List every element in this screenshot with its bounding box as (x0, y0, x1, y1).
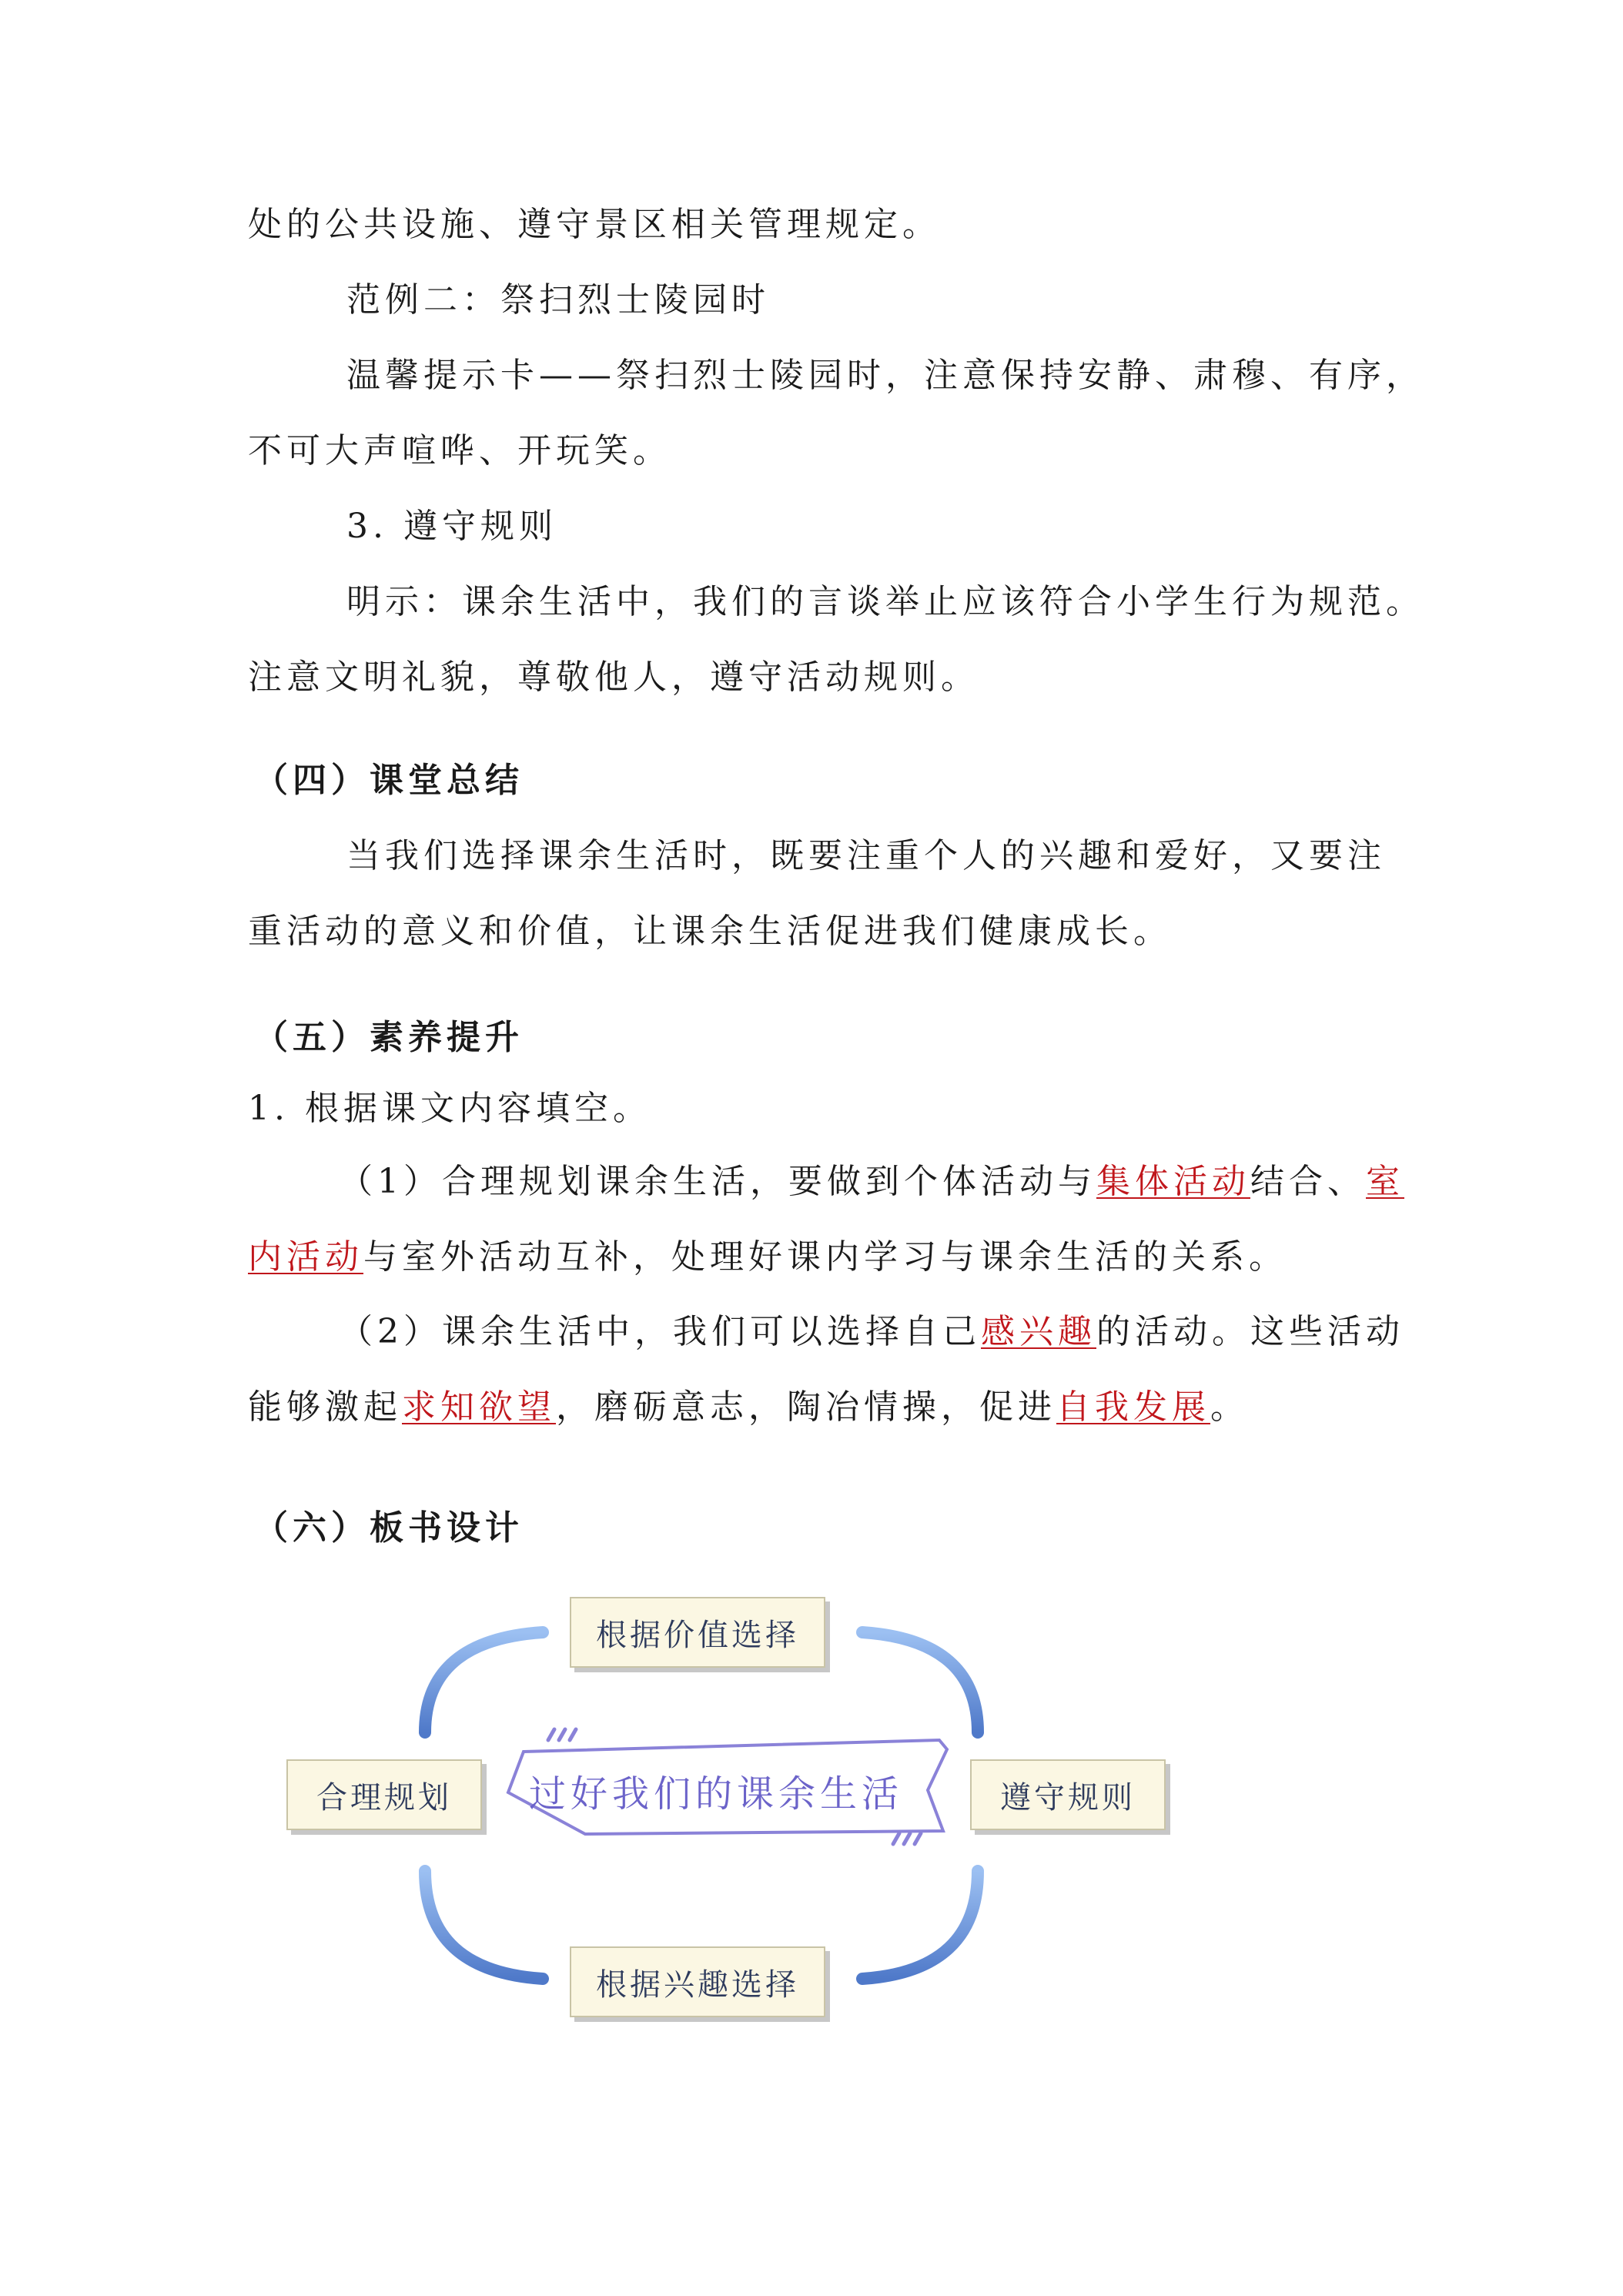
item-text: （1）合理规划课余生活，要做到个体活动与 (339, 1162, 1096, 1201)
answer-text: 求知欲望 (402, 1387, 556, 1427)
arc-bottom-left (425, 1871, 543, 1979)
item-text: 的活动。这些活动 (1096, 1312, 1404, 1351)
fill-blank-item (339, 1159, 1404, 1205)
arc-top-right (862, 1632, 978, 1732)
question-text: 1. 根据课文内容填空。 (248, 1089, 651, 1128)
paragraph-text: 温馨提示卡——祭扫烈士陵园时，注意保持安静、肃穆、有序， (346, 356, 1424, 395)
subsection-title: 3. 遵守规则 (346, 507, 557, 546)
example-title: 范例二：祭扫烈士陵园时 (346, 280, 770, 320)
paragraph-text: 重活动的意义和价值，让课余生活促进我们健康成长。 (248, 912, 1172, 951)
answer-text: 感兴趣 (981, 1312, 1096, 1351)
section-heading: （四）课堂总结 (254, 761, 524, 800)
paragraph-text: 注意文明礼貌，尊敬他人，遵守活动规则。 (248, 658, 979, 697)
item-text: ，磨砺意志，陶冶情操，促进 (556, 1387, 1056, 1427)
answer-text: 集体活动 (1096, 1162, 1250, 1201)
arc-top-left (425, 1632, 543, 1732)
answer-text: 室 (1366, 1162, 1404, 1201)
fill-blank-item (248, 1384, 1387, 1431)
paragraph-text: 当我们选择课余生活时，既要注重个人的兴趣和爱好，又要注 (346, 836, 1386, 875)
quote-marks-top (548, 1729, 576, 1740)
item-text: 结合、 (1250, 1162, 1366, 1201)
arc-bottom-right (862, 1871, 978, 1979)
node-left: 合理规划 (286, 1759, 482, 1830)
fill-blank-item (248, 1234, 1387, 1280)
blackboard-diagram (277, 1586, 1178, 2033)
item-text: （2）课余生活中，我们可以选择自己 (339, 1312, 981, 1351)
section-heading: （六）板书设计 (254, 1508, 524, 1548)
section-heading: （五）素养提升 (254, 1018, 524, 1057)
fill-blank-item (339, 1309, 1404, 1355)
node-right: 遵守规则 (970, 1759, 1166, 1830)
item-text: 能够激起 (248, 1387, 402, 1427)
paragraph-text: 不可大声喧哗、开玩笑。 (248, 431, 671, 470)
answer-text: 自我发展 (1056, 1387, 1210, 1427)
answer-text: 内活动 (248, 1237, 363, 1277)
node-top: 根据价值选择 (570, 1597, 825, 1668)
node-bottom: 根据兴趣选择 (570, 1946, 825, 2017)
node-center: 过好我们的课余生活 (528, 1772, 903, 1816)
item-text: 。 (1210, 1387, 1249, 1427)
paragraph-text: 处的公共设施、遵守景区相关管理规定。 (248, 205, 941, 244)
item-text: 与室外活动互补，处理好课内学习与课余生活的关系。 (363, 1237, 1287, 1277)
paragraph-text: 明示：课余生活中，我们的言谈举止应该符合小学生行为规范。 (346, 582, 1424, 621)
